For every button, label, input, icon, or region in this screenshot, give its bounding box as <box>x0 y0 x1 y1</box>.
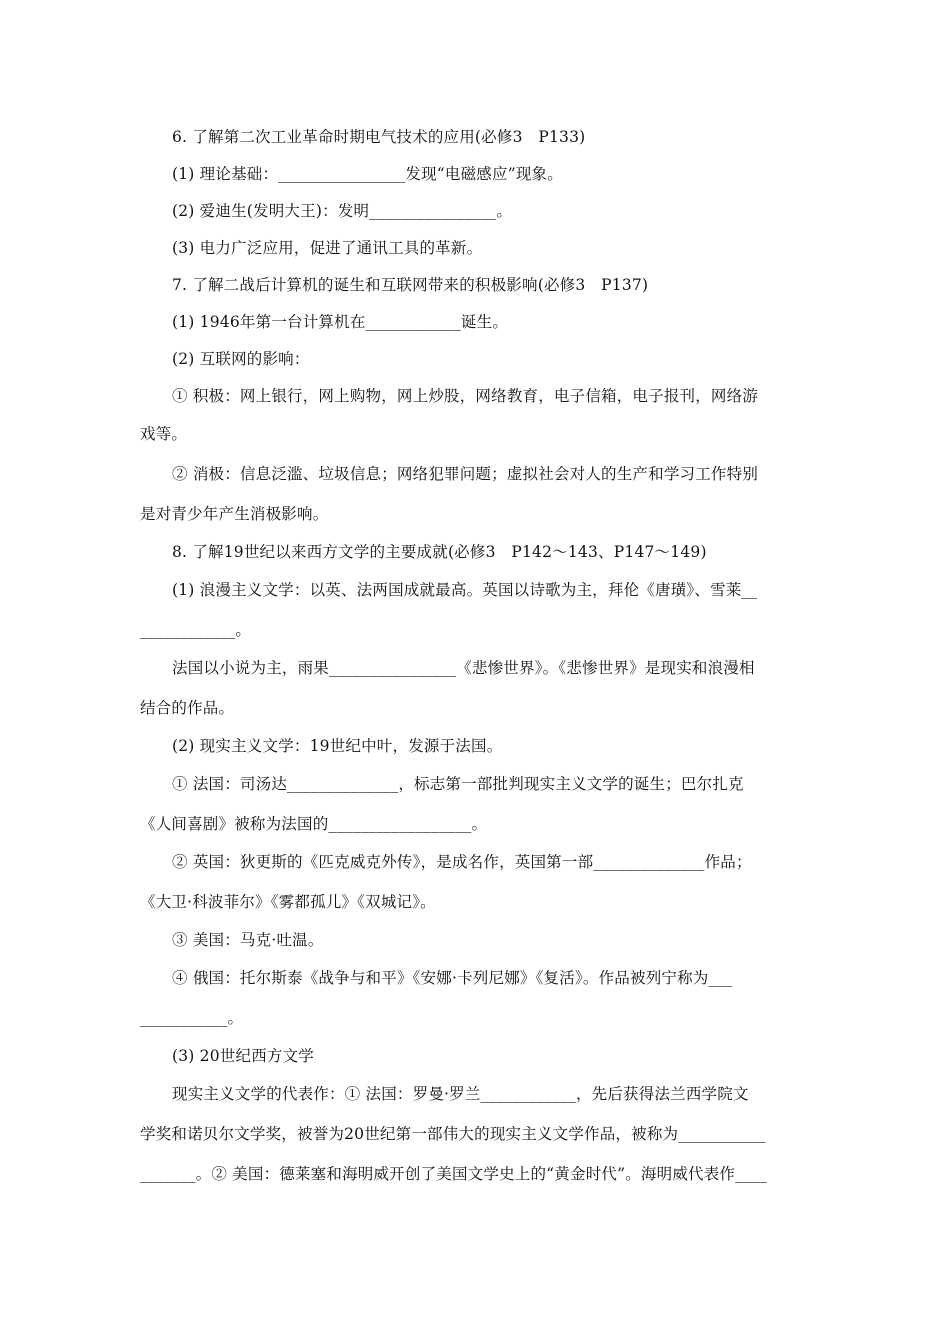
text-line: (2) 现实主义文学：19世纪中叶，发源于法国。 <box>172 737 503 755</box>
text-line: ④ 俄国：托尔斯泰《战争与和平》《安娜·卡列尼娜》《复活》。作品被列宁称为___ <box>172 969 733 987</box>
text-line: 《大卫·科波菲尔》《雾都孤儿》《双城记》。 <box>140 893 436 911</box>
text-line: (3) 20世纪西方文学 <box>172 1047 315 1065</box>
text-line: (3) 电力广泛应用，促进了通讯工具的革新。 <box>172 239 483 257</box>
text-line: 戏等。 <box>140 425 188 443</box>
text-line: (2) 互联网的影响： <box>172 350 310 368</box>
text-line: 法国以小说为主，雨果________________《悲惨世界》。《悲惨世界》是现实和浪漫相 <box>172 659 755 677</box>
text-line: ① 法国：司汤达______________，标志第一部批判现实主义文学的诞生；巴尔扎克 <box>172 775 744 793</box>
text-line: ② 英国：狄更斯的《匹克威克外传》，是成名作，英国第一部______________作品； <box>172 853 752 871</box>
text-line: (1) 浪漫主义文学：以英、法两国成就最高。英国以诗歌为主，拜伦《唐璜》、雪莱__ <box>172 581 758 599</box>
text-line: ③ 美国：马克·吐温。 <box>172 931 324 949</box>
text-line: ① 积极：网上银行，网上购物，网上炒股，网络教育，电子信箱，电子报刊，网络游 <box>172 387 759 405</box>
text-line: ____________。 <box>140 621 252 639</box>
text-line: _______。② 美国：德莱塞和海明威开创了美国文学史上的“黄金时代”。海明威代表作____ <box>140 1165 767 1183</box>
text-line: 学奖和诺贝尔文学奖，被誉为20世纪第一部伟大的现实主义文学作品，被称为___________ <box>140 1125 766 1143</box>
section-8-heading: 8. 了解19世纪以来西方文学的主要成就(必修3 P142～143、P147～149) <box>172 543 707 561</box>
text-line: 现实主义文学的代表作：① 法国：罗曼·罗兰____________，先后获得法兰西学院文 <box>172 1085 749 1103</box>
text-line: 结合的作品。 <box>140 699 235 717</box>
text-line: (2) 爱迪生(发明大王)：发明________________。 <box>172 202 513 220</box>
text-line: ___________。 <box>140 1009 244 1027</box>
text-line: (1) 1946年第一台计算机在____________诞生。 <box>172 313 509 331</box>
text-line: (1) 理论基础：________________发现“电磁感应”现象。 <box>172 165 563 183</box>
text-line: ② 消极：信息泛滥、垃圾信息；网络犯罪问题；虚拟社会对人的生产和学习工作特别 <box>172 465 759 483</box>
text-line: 是对青少年产生消极影响。 <box>140 505 329 523</box>
section-6-heading: 6. 了解第二次工业革命时期电气技术的应用(必修3 P133) <box>172 128 586 146</box>
section-7-heading: 7. 了解二战后计算机的诞生和互联网带来的积极影响(必修3 P137) <box>172 276 649 294</box>
text-line: 《人间喜剧》被称为法国的__________________。 <box>140 815 488 833</box>
